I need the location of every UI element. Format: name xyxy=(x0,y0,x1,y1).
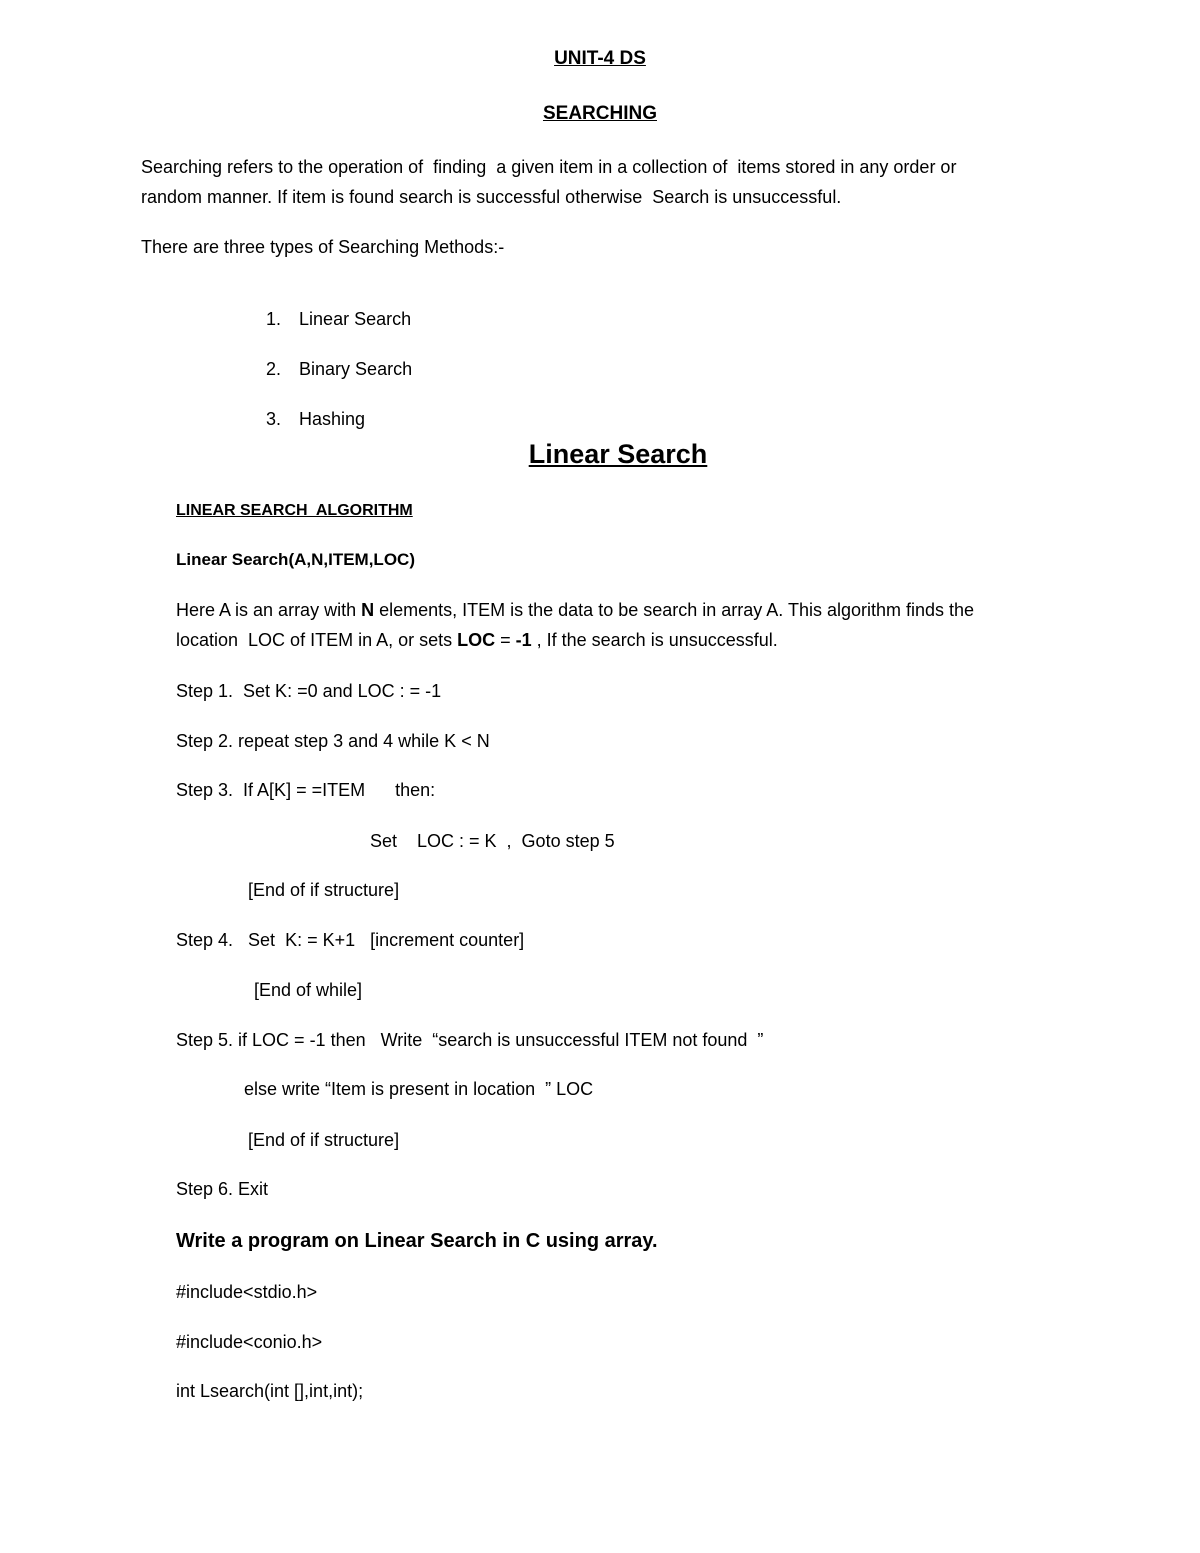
code-line: int Lsearch(int [],int,int); xyxy=(176,1381,364,1401)
code-line: #include<conio.h> xyxy=(176,1332,323,1352)
algorithm-title: LINEAR SEARCH ALGORITHM xyxy=(176,502,413,519)
step-1: Step 1. Set K: =0 and LOC : = -1 xyxy=(176,681,442,701)
desc-bold: LOC xyxy=(457,630,496,650)
desc-text: location LOC of ITEM in A, or sets xyxy=(176,630,458,650)
desc-bold: -1 xyxy=(515,630,532,650)
step-2: Step 2. repeat step 3 and 4 while K < N xyxy=(176,731,490,751)
step-5: Step 5. if LOC = -1 then Write “search is unsuccessful ITEM not found ” xyxy=(176,1030,764,1050)
step-5-else: else write “Item is present in location ” LOC xyxy=(244,1079,594,1099)
desc-bold: N xyxy=(361,600,375,620)
desc-text: , If the search is unsuccessful. xyxy=(531,630,778,650)
algorithm-signature: Linear Search(A,N,ITEM,LOC) xyxy=(176,550,415,569)
linear-search-heading: Linear Search xyxy=(528,439,708,469)
section-title: SEARCHING xyxy=(542,103,657,124)
step-3-set: Set LOC : = K , Goto step 5 xyxy=(370,831,615,851)
unit-title: UNIT-4 DS xyxy=(554,48,646,69)
list-label: Hashing xyxy=(299,409,366,429)
step-6: Step 6. Exit xyxy=(176,1179,269,1199)
intro-line-2: random manner. If item is found search is successful otherwise Search is unsuccessful. xyxy=(141,187,842,207)
desc-text: Here A is an array with xyxy=(176,600,362,620)
list-number: 2. xyxy=(266,359,282,379)
list-number: 1. xyxy=(266,309,282,329)
code-line: #include<stdio.h> xyxy=(176,1282,318,1302)
step-3-end: [End of if structure] xyxy=(248,880,400,900)
algorithm-description-1 xyxy=(176,599,974,621)
algorithm-description-2 xyxy=(176,629,778,651)
step-3: Step 3. If A[K] = =ITEM then: xyxy=(176,780,436,800)
step-4-end: [End of while] xyxy=(254,980,363,1000)
step-5-end: [End of if structure] xyxy=(248,1130,400,1150)
list-label: Linear Search xyxy=(299,309,412,329)
desc-text: = xyxy=(495,630,516,650)
program-heading: Write a program on Linear Search in C using array. xyxy=(176,1230,658,1252)
list-label: Binary Search xyxy=(299,359,413,379)
intro-line-1: Searching refers to the operation of finding a given item in a collection of items stored in any order or xyxy=(141,157,957,177)
types-intro: There are three types of Searching Methods:- xyxy=(141,237,505,257)
desc-text: elements, ITEM is the data to be search in array A. This algorithm finds the xyxy=(374,600,975,620)
step-4: Step 4. Set K: = K+1 [increment counter] xyxy=(176,930,525,950)
list-number: 3. xyxy=(266,409,282,429)
